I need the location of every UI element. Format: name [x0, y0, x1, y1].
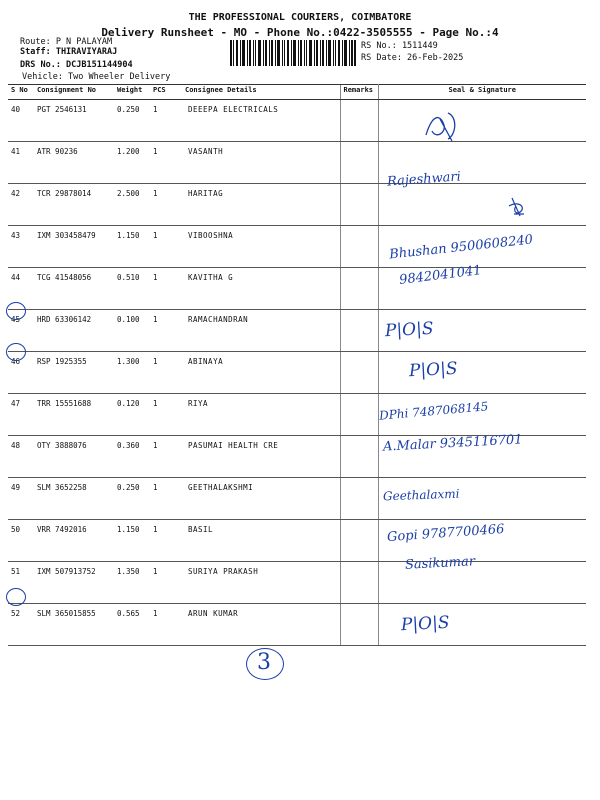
cell-sno: 41: [8, 142, 34, 184]
margin-circle-mark: [6, 302, 26, 320]
cell-consignee: KAVITHA G: [182, 268, 340, 310]
cell-remarks: [340, 352, 378, 394]
staff-field: Staff: THIRAVIYARAJ: [20, 47, 118, 57]
table-row: [8, 604, 586, 646]
cell-remarks: [340, 142, 378, 184]
cell-pcs: 1: [150, 184, 182, 226]
col-consignment: Consignment No: [34, 85, 114, 100]
cell-consignee: BASIL: [182, 520, 340, 562]
cell-consignee: VIBOOSHNA: [182, 226, 340, 268]
cell-weight: 0.100: [114, 310, 150, 352]
cell-consignment: HRD 63306142: [34, 310, 114, 352]
cell-weight: 0.250: [114, 478, 150, 520]
cell-remarks: [340, 268, 378, 310]
cell-sno: 48: [8, 436, 34, 478]
cell-sno: 51: [8, 562, 34, 604]
table-row: [8, 520, 586, 562]
cell-weight: 0.510: [114, 268, 150, 310]
cell-weight: 0.565: [114, 604, 150, 646]
handwritten-signature: Geethalaxmi: [382, 486, 460, 504]
cell-sno: 50: [8, 520, 34, 562]
handwritten-signature: P|O|S: [408, 358, 458, 382]
table-row: [8, 562, 586, 604]
cell-signature: [378, 352, 586, 394]
col-pcs: PCS: [150, 85, 182, 100]
cell-sno: 52: [8, 604, 34, 646]
cell-remarks: [340, 604, 378, 646]
cell-consignee: RAMACHANDRAN: [182, 310, 340, 352]
handwritten-signature: P|O|S: [400, 612, 450, 636]
col-seal: Seal & Signature: [378, 85, 586, 100]
cell-pcs: 1: [150, 226, 182, 268]
cell-weight: 1.150: [114, 520, 150, 562]
cell-sno: 43: [8, 226, 34, 268]
cell-signature: [378, 432, 586, 478]
cell-consignment: IXM 507913752: [34, 562, 114, 604]
cell-remarks: [340, 100, 378, 142]
cell-remarks: [340, 226, 378, 268]
cell-weight: 0.250: [114, 100, 150, 142]
table-row: [8, 268, 586, 310]
rs-number: RS No.: 1511449: [361, 41, 438, 51]
cell-consignment: VRR 7492016: [34, 520, 114, 562]
cell-sno: 40: [8, 100, 34, 142]
cell-signature: [378, 520, 586, 562]
table-header-row: [8, 85, 586, 100]
cell-weight: 2.500: [114, 184, 150, 226]
table-row: [8, 352, 586, 394]
cell-signature: [378, 394, 586, 436]
runsheet-title: Delivery Runsheet - MO - Phone No.:0422-3505555 - Page No.:4: [101, 26, 499, 39]
cell-consignment: TCG 41548056: [34, 268, 114, 310]
cell-consignment: SLM 3652258: [34, 478, 114, 520]
cell-consignment: IXM 303458479: [34, 226, 114, 268]
cell-weight: 1.300: [114, 352, 150, 394]
col-consignee: Consignee Details: [182, 85, 340, 100]
cell-consignee: DEEEPA ELECTRICALS: [182, 100, 340, 142]
cell-signature: [378, 604, 586, 646]
cell-signature: [378, 184, 586, 226]
handwritten-signature: DPhi 7487068145: [378, 399, 489, 423]
cell-remarks: [340, 520, 378, 562]
handwritten-signature: Gopi 9787700466: [386, 521, 505, 546]
cell-signature: [378, 478, 586, 520]
cell-consignment: ATR 90236: [34, 142, 114, 184]
cell-pcs: 1: [150, 310, 182, 352]
signature-scribble: [418, 105, 468, 147]
cell-consignee: ARUN KUMAR: [182, 604, 340, 646]
cell-weight: 1.150: [114, 226, 150, 268]
cell-sno: 47: [8, 394, 34, 436]
cell-remarks: [340, 394, 378, 436]
table-row: [8, 394, 586, 436]
cell-consignment: TRR 15551688: [34, 394, 114, 436]
table-row: [8, 226, 586, 268]
handwritten-signature: P|O|S: [384, 318, 434, 342]
table-row: [8, 184, 586, 226]
cell-consignee: SURIYA PRAKASH: [182, 562, 340, 604]
cell-consignment: SLM 365015855: [34, 604, 114, 646]
cell-pcs: 1: [150, 604, 182, 646]
cell-pcs: 1: [150, 394, 182, 436]
table-row: [8, 436, 586, 478]
handwritten-signature: Bhushan 9500608240: [388, 232, 534, 263]
cell-consignee: HARITAG: [182, 184, 340, 226]
col-weight: Weight: [114, 85, 150, 100]
company-name: THE PROFESSIONAL COURIERS, COIMBATORE: [188, 12, 412, 23]
cell-signature: [378, 263, 586, 310]
cell-consignment: PGT 2546131: [34, 100, 114, 142]
cell-consignee: RIYA: [182, 394, 340, 436]
cell-signature: [378, 142, 586, 190]
handwritten-signature: A.Malar 9345116701: [382, 432, 523, 455]
table-row: [8, 100, 586, 142]
cell-consignment: TCR 29878014: [34, 184, 114, 226]
cell-weight: 0.120: [114, 394, 150, 436]
cell-sno: 44: [8, 268, 34, 310]
cell-pcs: 1: [150, 520, 182, 562]
cell-pcs: 1: [150, 268, 182, 310]
barcode: [230, 40, 356, 66]
handwritten-signature: Sasikumar: [404, 554, 475, 573]
cell-consignee: PASUMAI HEALTH CRE: [182, 436, 340, 478]
cell-remarks: [340, 310, 378, 352]
margin-circle-mark: [6, 343, 26, 361]
cell-remarks: [340, 436, 378, 478]
stamp-scribble: [506, 194, 528, 220]
cell-sno: 42: [8, 184, 34, 226]
col-remarks: Remarks: [340, 85, 378, 100]
handwritten-signature: Rajeshwari: [386, 169, 461, 190]
table-row: [8, 142, 586, 184]
cell-pcs: 1: [150, 436, 182, 478]
cell-signature: [378, 226, 586, 268]
drs-field: DRS No.: DCJB151144904: [20, 60, 133, 70]
cell-consignee: ABINAYA: [182, 352, 340, 394]
runsheet-table: [8, 84, 586, 646]
cell-pcs: 1: [150, 100, 182, 142]
cell-remarks: [340, 184, 378, 226]
cell-sno: 49: [8, 478, 34, 520]
cell-consignee: GEETHALAKSHMI: [182, 478, 340, 520]
cell-signature: [378, 310, 586, 352]
table-row: [8, 310, 586, 352]
cell-remarks: [340, 562, 378, 604]
cell-weight: 0.360: [114, 436, 150, 478]
cell-consignee: VASANTH: [182, 142, 340, 184]
cell-sno: 46: [8, 352, 34, 394]
rs-date: RS Date: 26-Feb-2025: [361, 53, 464, 63]
cell-signature: [378, 100, 586, 142]
cell-pcs: 1: [150, 478, 182, 520]
cell-remarks: [340, 478, 378, 520]
col-sno: S No: [8, 85, 34, 100]
cell-weight: 1.200: [114, 142, 150, 184]
cell-pcs: 1: [150, 352, 182, 394]
cell-consignment: RSP 1925355: [34, 352, 114, 394]
cell-pcs: 1: [150, 142, 182, 184]
cell-sno: 45: [8, 310, 34, 352]
handwritten-signature: 9842041041: [397, 263, 482, 288]
cell-pcs: 1: [150, 562, 182, 604]
table-row: [8, 478, 586, 520]
cell-signature: [378, 554, 586, 604]
vehicle-field: Vehicle: Two Wheeler Delivery: [22, 72, 171, 82]
cell-consignment: OTY 3888076: [34, 436, 114, 478]
route-field: Route: P N PALAYAM: [20, 37, 113, 47]
page-mark: 3: [257, 650, 271, 675]
cell-weight: 1.350: [114, 562, 150, 604]
margin-circle-mark: [6, 588, 26, 606]
